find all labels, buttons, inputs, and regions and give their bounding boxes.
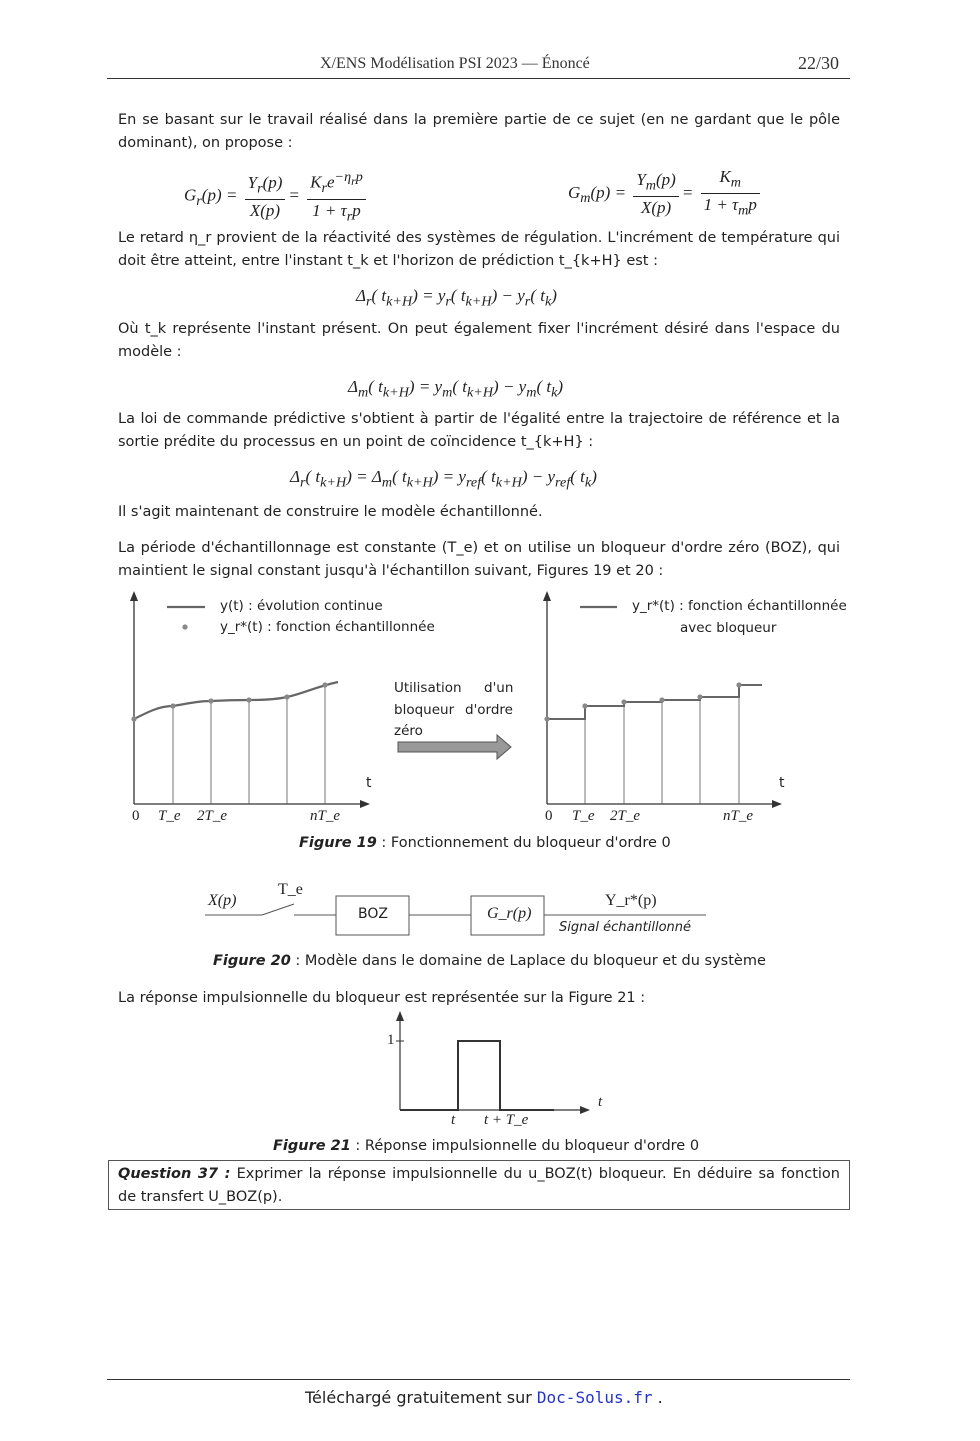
- paragraph-5: Il s'agit maintenant de construire le modèle échantillonné.: [118, 504, 543, 520]
- fig19-legend-dots: y_r*(t) : fonction échantillonnée: [220, 619, 435, 635]
- fig21-tick-t-te: t + T_e: [484, 1112, 529, 1128]
- fig19-axis-t-right: t: [779, 775, 785, 791]
- figure-21-label: Figure 21: [273, 1138, 351, 1154]
- paragraph-6: La période d'échantillonnage est constante (T_e) et on utilise un bloqueur d'ordre zéro (BOZ), qui maintient le signal constant jusqu'à l'échantillon suivant, Figures 19 et 20 :: [118, 540, 840, 579]
- fig20-output-note: Signal échantillonné: [559, 920, 692, 935]
- figure-19-text: : Fonctionnement du bloqueur d'ordre 0: [376, 835, 671, 851]
- equation-delta-m: $\Delta_m$( $t_{k+H}) = y_m$( $t_{k+H}) - y_m$( $t_k$): [348, 377, 564, 401]
- fig19-legend-line: y(t) : évolution continue: [220, 598, 383, 614]
- fig19-tick-2te-left: 2T_e: [197, 808, 227, 824]
- paragraph-2: Le retard η_r provient de la réactivité des systèmes de régulation. L'incrément de température qui doit être atteint, entre l'instant t_k et l'horizon de prédiction t_{k+H} est :: [118, 230, 840, 269]
- question-37: [118, 1163, 840, 1209]
- page-number: 22/30: [798, 53, 840, 73]
- fig19-arrow-word-4: d'ordre: [465, 702, 513, 718]
- paragraph-4: La loi de commande prédictive s'obtient à partir de l'égalité entre la trajectoire de référence et la sortie prédite du processus en un point de coïncidence t_{k+H} :: [118, 411, 840, 450]
- fig20-output: Y_r*(p): [605, 892, 657, 909]
- question-label: Question 37 :: [118, 1166, 231, 1182]
- figure-20-text: : Modèle dans le domaine de Laplace du bloqueur et du système: [290, 953, 766, 969]
- figure-21-text: : Réponse impulsionnelle du bloqueur d'ordre 0: [350, 1138, 700, 1154]
- footer-link[interactable]: Doc-Solus.fr: [536, 1388, 653, 1407]
- footer: [305, 1388, 663, 1407]
- fig21-tick-t: t: [451, 1112, 456, 1128]
- footer-text: Téléchargé gratuitement sur: [305, 1388, 532, 1407]
- figure-19-label: Figure 19: [299, 835, 377, 851]
- fig19-tick-te-right: T_e: [572, 808, 595, 824]
- fig19-tick-nte-right: nT_e: [723, 808, 753, 824]
- equation-gr: $G_r(p)$ = $\frac{Y_r(p)}{X(p)}$ = $\frac{K_re^{-\eta_rp}}{1 + \tau_rp}$: [184, 166, 369, 227]
- fig19-arrow-word-2: d'un: [484, 680, 514, 696]
- fig19-arrow-word-1: Utilisation: [394, 680, 462, 696]
- figure-20-caption: [213, 953, 766, 969]
- fig19-tick-0-left: 0: [132, 808, 140, 824]
- fig20-gr-block: G_r(p): [487, 905, 532, 922]
- fig19-arrow-word-5: zéro: [394, 723, 423, 739]
- figure-21-caption: [273, 1138, 699, 1154]
- fig19-tick-2te-right: 2T_e: [610, 808, 640, 824]
- equation-command-law: $\Delta_r$( $t_{k+H}) = \Delta_m$( $t_{k+H}) = y_{ref}$( $t_{k+H}) - y_{ref}$( $t_k$): [290, 467, 597, 491]
- header-rule: [107, 78, 850, 79]
- fig20-sampler: T_e: [278, 881, 303, 898]
- fig19-tick-te-left: T_e: [158, 808, 181, 824]
- question-text: Exprimer la réponse impulsionnelle du u_BOZ(t) bloqueur. En déduire sa fonction de transfert U_BOZ(p).: [118, 1166, 840, 1205]
- fig19-arrow-word-3: bloqueur: [394, 702, 455, 718]
- fig19-legend-right-2: avec bloqueur: [680, 620, 777, 636]
- figure-19-caption: [299, 835, 671, 851]
- fig19-axis-t-left: t: [366, 775, 372, 791]
- paragraph-3: Où t_k représente l'instant présent. On peut également fixer l'incrément désiré dans l'espace du modèle :: [118, 321, 840, 360]
- fig19-tick-nte-left: nT_e: [310, 808, 340, 824]
- fig19-tick-0-right: 0: [545, 808, 553, 824]
- footer-end: .: [652, 1388, 663, 1407]
- fig21-y-tick: 1: [387, 1032, 395, 1048]
- header-title: X/ENS Modélisation PSI 2023 — Énoncé: [320, 55, 590, 72]
- equation-gm: $G_m(p)$ = $\frac{Y_m(p)}{X(p)}$ = $\frac{K_m}{1 + \tau_mp}$: [568, 166, 763, 222]
- footer-rule: [107, 1379, 850, 1380]
- figure-20-label: Figure 20: [213, 953, 291, 969]
- fig21-axis-t: t: [598, 1094, 603, 1110]
- paragraph-1: En se basant sur le travail réalisé dans la première partie de ce sujet (en ne gardant que le pôle dominant), on propose :: [118, 112, 840, 151]
- fig19-legend-right-1: y_r*(t) : fonction échantillonnée: [632, 598, 847, 614]
- equation-delta-r: $\Delta_r$( $t_{k+H}) = y_r$( $t_{k+H}) - y_r$( $t_k$): [356, 286, 557, 310]
- fig20-boz-block: BOZ: [358, 906, 388, 922]
- paragraph-7: La réponse impulsionnelle du bloqueur est représentée sur la Figure 21 :: [118, 990, 646, 1006]
- fig20-input: X(p): [208, 892, 237, 909]
